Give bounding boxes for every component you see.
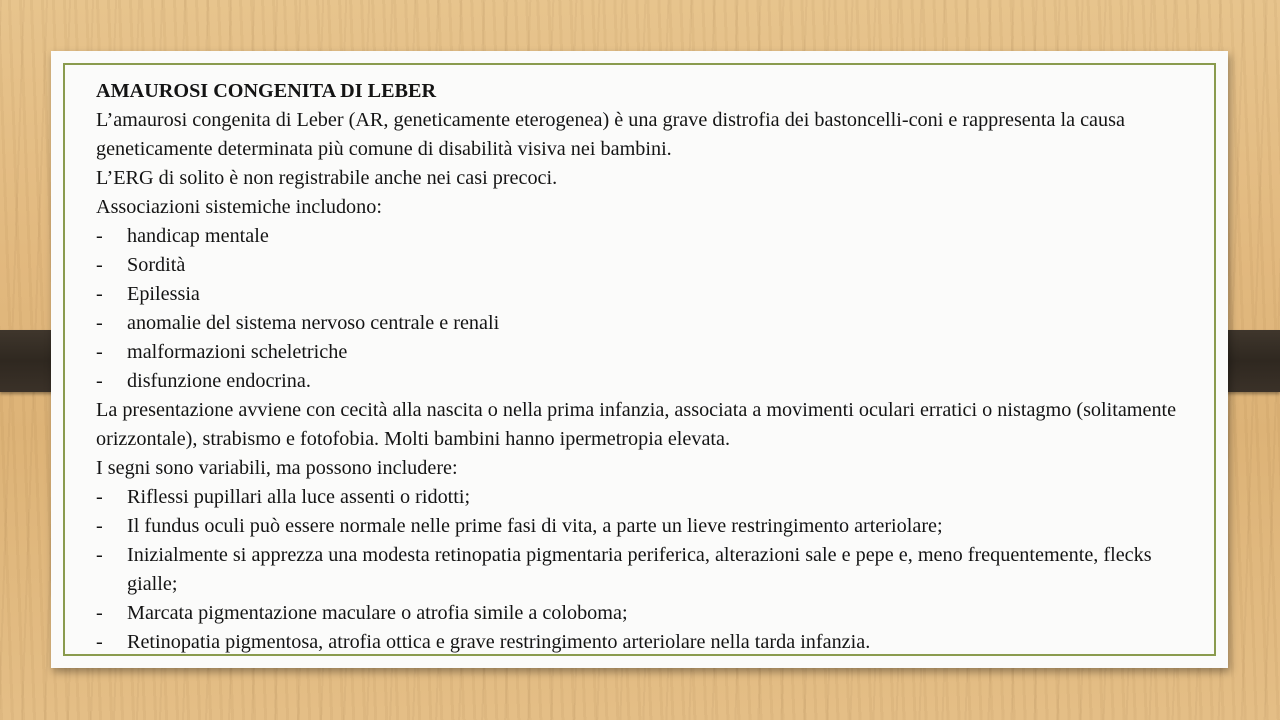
list-item-text: Epilessia [127,283,200,305]
list-item [96,628,1186,657]
dash-bullet: - [96,312,103,334]
dash-bullet: - [96,225,103,247]
list-item [96,599,1186,628]
signs-list [96,483,1186,657]
list-item-text: anomalie del sistema nervoso centrale e renali [127,312,500,334]
list-item [96,280,1186,309]
dash-bullet: - [96,283,103,305]
associations-list [96,222,1186,396]
list-item-text: Marcata pigmentazione maculare o atrofia simile a coloboma; [127,602,628,624]
list-item [96,541,1186,599]
list-item [96,251,1186,280]
associations-heading: Associazioni sistemiche includono: [96,196,382,218]
presentation-paragraph: La presentazione avviene con cecità alla nascita o nella prima infanzia, associata a movimenti oculari erratici o nistagmo (solitamente orizzontale), strabismo e fotofobia. Molti bambini hanno ipermetropia elevata. [96,399,1177,450]
list-item [96,367,1186,396]
list-item-text: disfunzione endocrina. [127,370,311,392]
list-item [96,338,1186,367]
list-item [96,309,1186,338]
list-item-text: Inizialmente si apprezza una modesta retinopatia pigmentaria periferica, alterazioni sale e pepe e, meno frequentemente, flecks gialle; [127,544,1152,595]
slide-title: AMAUROSI CONGENITA DI LEBER [96,80,437,102]
dash-bullet: - [96,631,103,653]
list-item-text: handicap mentale [127,225,269,247]
slide-card [51,51,1228,668]
list-item [96,483,1186,512]
dash-bullet: - [96,370,103,392]
list-item-text: Riflessi pupillari alla luce assenti o ridotti; [127,486,471,508]
list-item-text: Sordità [127,254,186,276]
binder-clip-left [0,330,58,392]
dash-bullet: - [96,602,103,624]
dash-bullet: - [96,341,103,363]
list-item-text: Retinopatia pigmentosa, atrofia ottica e grave restringimento arteriolare nella tarda infanzia. [127,631,871,653]
signs-heading: I segni sono variabili, ma possono includere: [96,457,458,479]
dash-bullet: - [96,486,103,508]
dash-bullet: - [96,254,103,276]
list-item-text: Il fundus oculi può essere normale nelle prime fasi di vita, a parte un lieve restringimento arteriolare; [127,515,943,537]
dash-bullet: - [96,544,103,566]
dash-bullet: - [96,515,103,537]
intro-paragraph: L’amaurosi congenita di Leber (AR, geneticamente eterogenea) è una grave distrofia dei bastoncelli-coni e rappresenta la causa geneticamente determinata più comune di disabilità visiva nei bambini. [96,109,1125,160]
slide-content [96,77,1186,657]
list-item [96,512,1186,541]
erg-note: L’ERG di solito è non registrabile anche nei casi precoci. [96,167,558,189]
list-item-text: malformazioni scheletriche [127,341,348,363]
list-item [96,222,1186,251]
